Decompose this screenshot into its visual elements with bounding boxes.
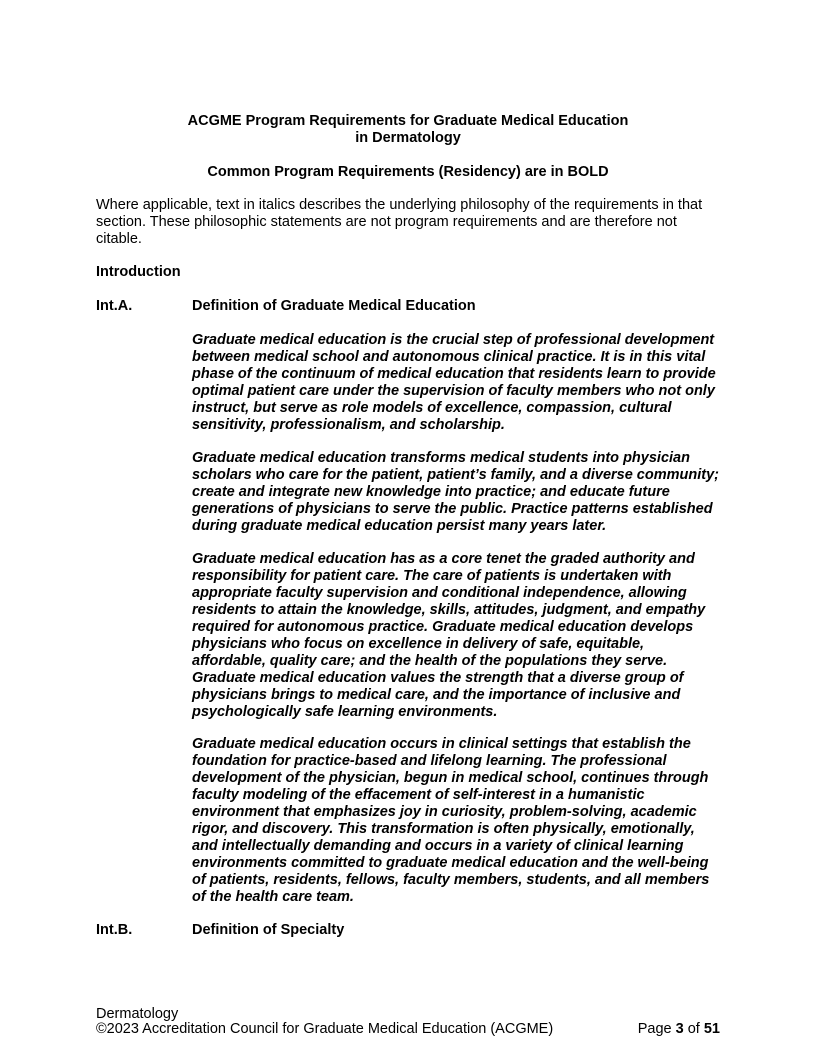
philosophy-paragraph: Graduate medical education occurs in clinical settings that establish the foundation for practice-based and lifelong learning. The professional development of the physician, begun in medical school, continues through faculty modeling of the effacement of self-interest in a humanistic environment that emphasizes joy in curiosity, problem-solving, academic rigor, and discovery. This transformation is often physically, emotionally, and intellectually demanding and occurs in a variety of clinical learning environments committed to graduate medical education and the well-being of patients, residents, fellows, faculty members, students, and all members of the health care team. <box>192 736 710 905</box>
intro-note: Where applicable, text in italics describes the underlying philosophy of the requirements in that section. These philosophic statements are not program requirements and are therefore not citable. <box>96 197 703 247</box>
section-title: Definition of Specialty <box>192 922 345 938</box>
philosophy-paragraph: Graduate medical education is the crucial step of professional development between medical school and autonomous clinical practice. It is in this vital phase of the continuum of medical education that residents learn to provide optimal patient care under the supervision of faculty members who not only instruct, but serve as role models of excellence, compassion, cultural sensitivity, professionalism, and scholarship. <box>192 332 716 433</box>
page-prefix: Page <box>637 1021 676 1037</box>
footer-copyright: ©2023 Accreditation Council for Graduate Medical Education (ACGME) <box>96 1021 554 1037</box>
introduction-heading: Introduction <box>96 264 181 280</box>
document-subtitle: Common Program Requirements (Residency) are in BOLD <box>207 164 609 180</box>
philosophy-paragraph: Graduate medical education transforms medical students into physician scholars who care for the patient, patient’s family, and a diverse community; create and integrate new knowledge into practice; and educate future generations of physicians to serve the public. Practice patterns established during graduate medical education persist many years later. <box>192 450 719 534</box>
title-line-2: in Dermatology <box>355 130 461 146</box>
section-number: Int.A. <box>96 298 133 314</box>
page-total: 51 <box>703 1021 720 1037</box>
page-current: 3 <box>675 1021 684 1037</box>
title-line-1: ACGME Program Requirements for Graduate Medical Education <box>187 113 629 129</box>
page-of: of <box>683 1021 704 1037</box>
document-title <box>96 113 720 147</box>
section-number: Int.B. <box>96 922 133 938</box>
footer <box>96 1021 720 1038</box>
footer-specialty: Dermatology <box>96 1006 179 1022</box>
philosophy-paragraph: Graduate medical education has as a core tenet the graded authority and responsibility for patient care. The care of patients is undertaken with appropriate faculty supervision and conditional independence, allowing residents to attain the knowledge, skills, attitudes, judgment, and empathy required for autonomous practice. Graduate medical education develops physicians who focus on excellence in delivery of safe, equitable, affordable, quality care; and the health of the populations they serve. Graduate medical education values the strength that a diverse group of physicians brings to medical care, and the importance of inclusive and psychologically safe learning environments. <box>192 551 706 720</box>
page-number <box>638 1021 720 1038</box>
section-title: Definition of Graduate Medical Education <box>192 298 476 314</box>
